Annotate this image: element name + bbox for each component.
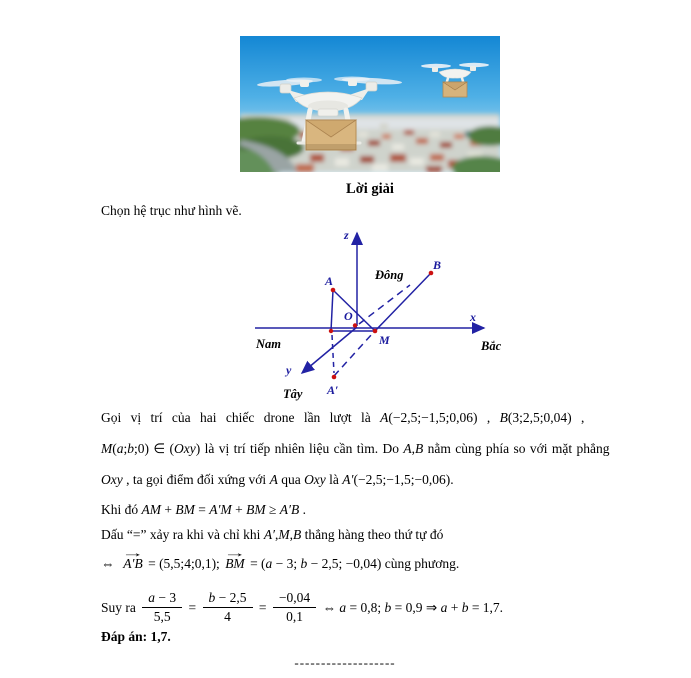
section-separator: ------------------- <box>294 655 396 670</box>
solution-line-2: M(a;b;0) ∈ (Oxy) là vị trí tiếp nhiên liệu cần tìm. Do A,B nằm cùng phía so với mặt phẳng <box>101 441 610 456</box>
direction-east: Đông <box>375 268 404 282</box>
solution-line-3: Oxy , ta gọi điểm đối xứng với A qua Oxy là A′(−2,5;−1,5;−0,06). <box>101 472 454 487</box>
coordinate-diagram <box>238 220 514 404</box>
intro-text: Chọn hệ trục như hình vẽ. <box>101 203 242 218</box>
solution-heading: Lời giải <box>346 181 394 197</box>
x-axis-label: x <box>470 310 476 324</box>
segment-A-H <box>331 290 333 331</box>
solution-line-1: Gọi vị trí của hai chiếc drone lần lượt là A(−2,5;−1,5;0,06) , B(3;2,5;0,04) , <box>101 410 585 425</box>
z-axis-label: z <box>344 228 349 242</box>
direction-west: Tây <box>283 387 303 401</box>
drone-gimbal <box>318 109 338 116</box>
origin-label: O <box>344 309 353 323</box>
label-A-prime: A′ <box>327 383 339 397</box>
solution-line-6: ⇔ → A′B = (5,5;4;0,1); → BM = (a − 3; b − 2,5; −0,04) cùng phương. <box>101 545 460 571</box>
blurred-cityscape <box>240 114 500 172</box>
y-axis-label: y <box>286 363 292 377</box>
y-axis <box>302 327 357 373</box>
point-M <box>373 329 378 334</box>
segment-H-Aprime-dashed <box>332 335 334 373</box>
solution-line-7: Suy ra $\frac{a - 3}{5,5}$ = $\frac{b - 2,5}{4}$ = $\frac{-0,04}{0,1}$ ⇔ a = 0,8; b = 0,9 ⇒ a + b = 1,7. <box>101 590 504 624</box>
answer-line: Đáp án: 1,7. <box>101 629 171 644</box>
direction-south: Nam <box>256 337 281 351</box>
point-H <box>329 329 333 333</box>
direction-north: Bắc <box>481 339 502 353</box>
point-O <box>353 323 357 327</box>
east-ray-dashed <box>359 285 410 324</box>
label-B: B <box>433 258 442 272</box>
segment-Aprime-M-dashed <box>334 334 372 376</box>
point-A-prime <box>332 375 337 380</box>
point-A <box>331 288 336 293</box>
drone-photo <box>240 36 500 172</box>
label-A: A <box>325 274 334 288</box>
label-M: M <box>379 333 390 347</box>
solution-line-5: Dấu “=” xảy ra khi và chỉ khi A′,M,B thẳng hàng theo thứ tự đó <box>101 527 444 542</box>
solution-line-4: Khi đó AM + BM = A′M + BM ≥ A′B . <box>101 502 306 517</box>
